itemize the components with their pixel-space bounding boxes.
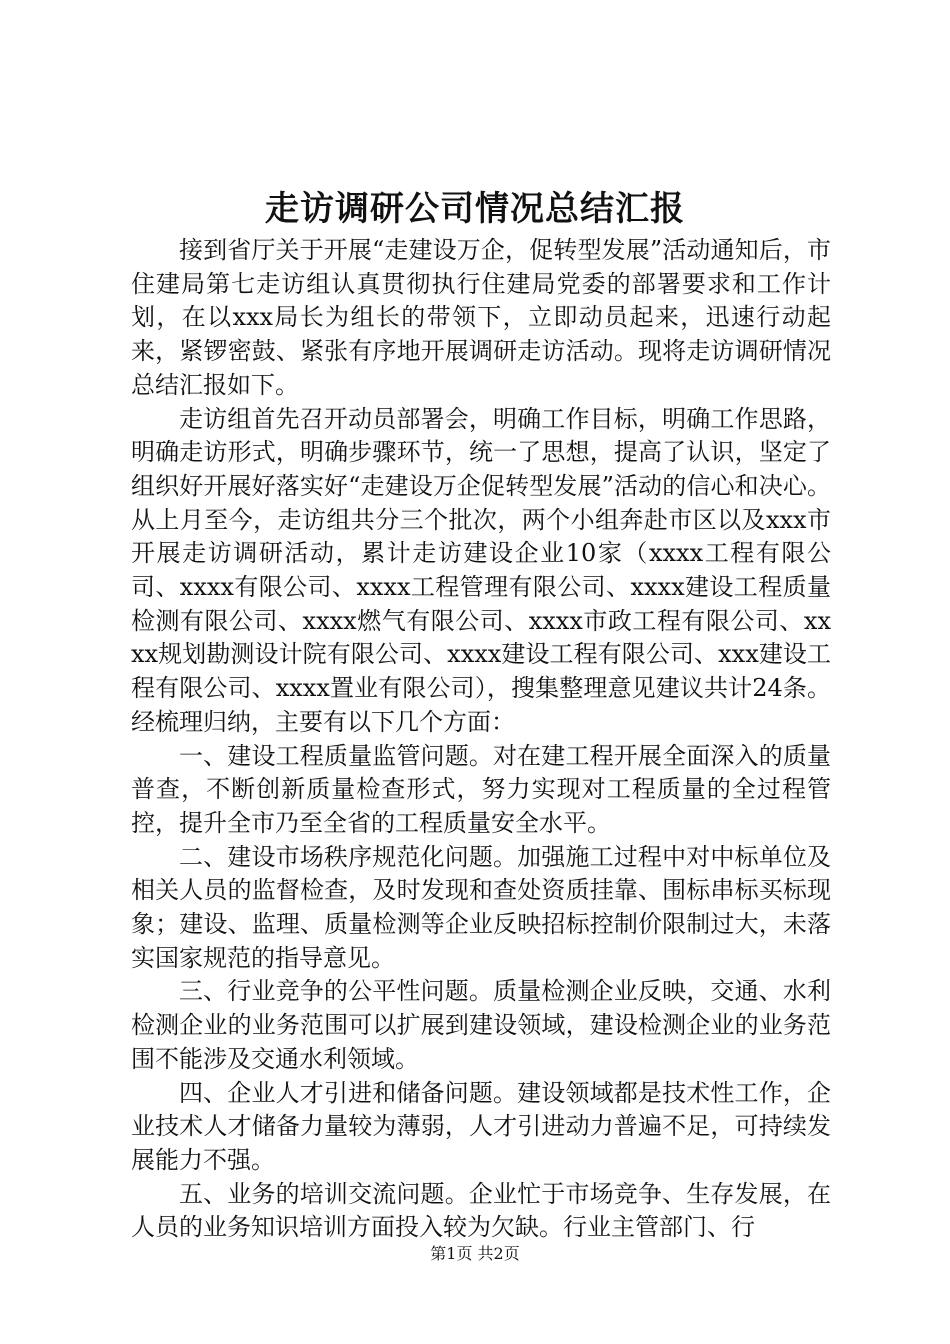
paragraph-overview: 走访组首先召开动员部署会，明确工作目标，明确工作思路，明确走访形式，明确步骤环节，统一了思想，提高了认识，坚定了组织好开展好落实好“走建设万企促转型发展”活动的信心和决心。从上月至今，走访组共分三个批次，两个小组奔赴市区以及xxx市开展走访调研活动，累计走访建设企业10家（xxxx工程有限公司、xxxx有限公司、xxxx工程管理有限公司、xxxx建设工程质量检测有限公司、xxxx燃气有限公司、xxxx市政工程有限公司、xxxx规划勘测设计院有限公司、xxxx建设工程有限公司、xxx建设工程有限公司、xxxx置业有限公司），搜集整理意见建议共计24条。经梳理归纳，主要有以下几个方面： — [131, 404, 831, 736]
paragraph-item-4: 四、企业人才引进和储备问题。建设领域都是技术性工作，企业技术人才储备力量较为薄弱，人才引进动力普遍不足，可持续发展能力不强。 — [131, 1078, 831, 1174]
document-body — [131, 234, 831, 1245]
paragraph-item-3: 三、行业竞争的公平性问题。质量检测企业反映，交通、水利检测企业的业务范围可以扩展到建设领域，建设检测企业的业务范围不能涉及交通水利领域。 — [131, 977, 831, 1073]
document-title: 走访调研公司情况总结汇报 — [265, 189, 685, 229]
paragraph-item-2: 二、建设市场秩序规范化问题。加强施工过程中对中标单位及相关人员的监督检查，及时发现和查处资质挂靠、围标串标买标现象；建设、监理、质量检测等企业反映招标控制价限制过大，未落实国家规范的指导意见。 — [131, 842, 831, 972]
paragraph-intro: 接到省厅关于开展“走建设万企，促转型发展”活动通知后，市住建局第七走访组认真贯彻执行住建局党委的部署要求和工作计划，在以xxx局长为组长的带领下，立即动员起来，迅速行动起来，紧锣密鼓、紧张有序地开展调研走访活动。现将走访调研情况总结汇报如下。 — [131, 236, 831, 399]
paragraph-item-5: 五、业务的培训交流问题。企业忙于市场竞争、生存发展，在人员的业务知识培训方面投入较为欠缺。行业主管部门、行 — [131, 1179, 831, 1242]
page-number-footer: 第1页 共2页 — [430, 1244, 520, 1263]
paragraph-item-1: 一、建设工程质量监管问题。对在建工程开展全面深入的质量普查，不断创新质量检查形式，努力实现对工程质量的全过程管控，提升全市乃至全省的工程质量安全水平。 — [131, 741, 831, 837]
